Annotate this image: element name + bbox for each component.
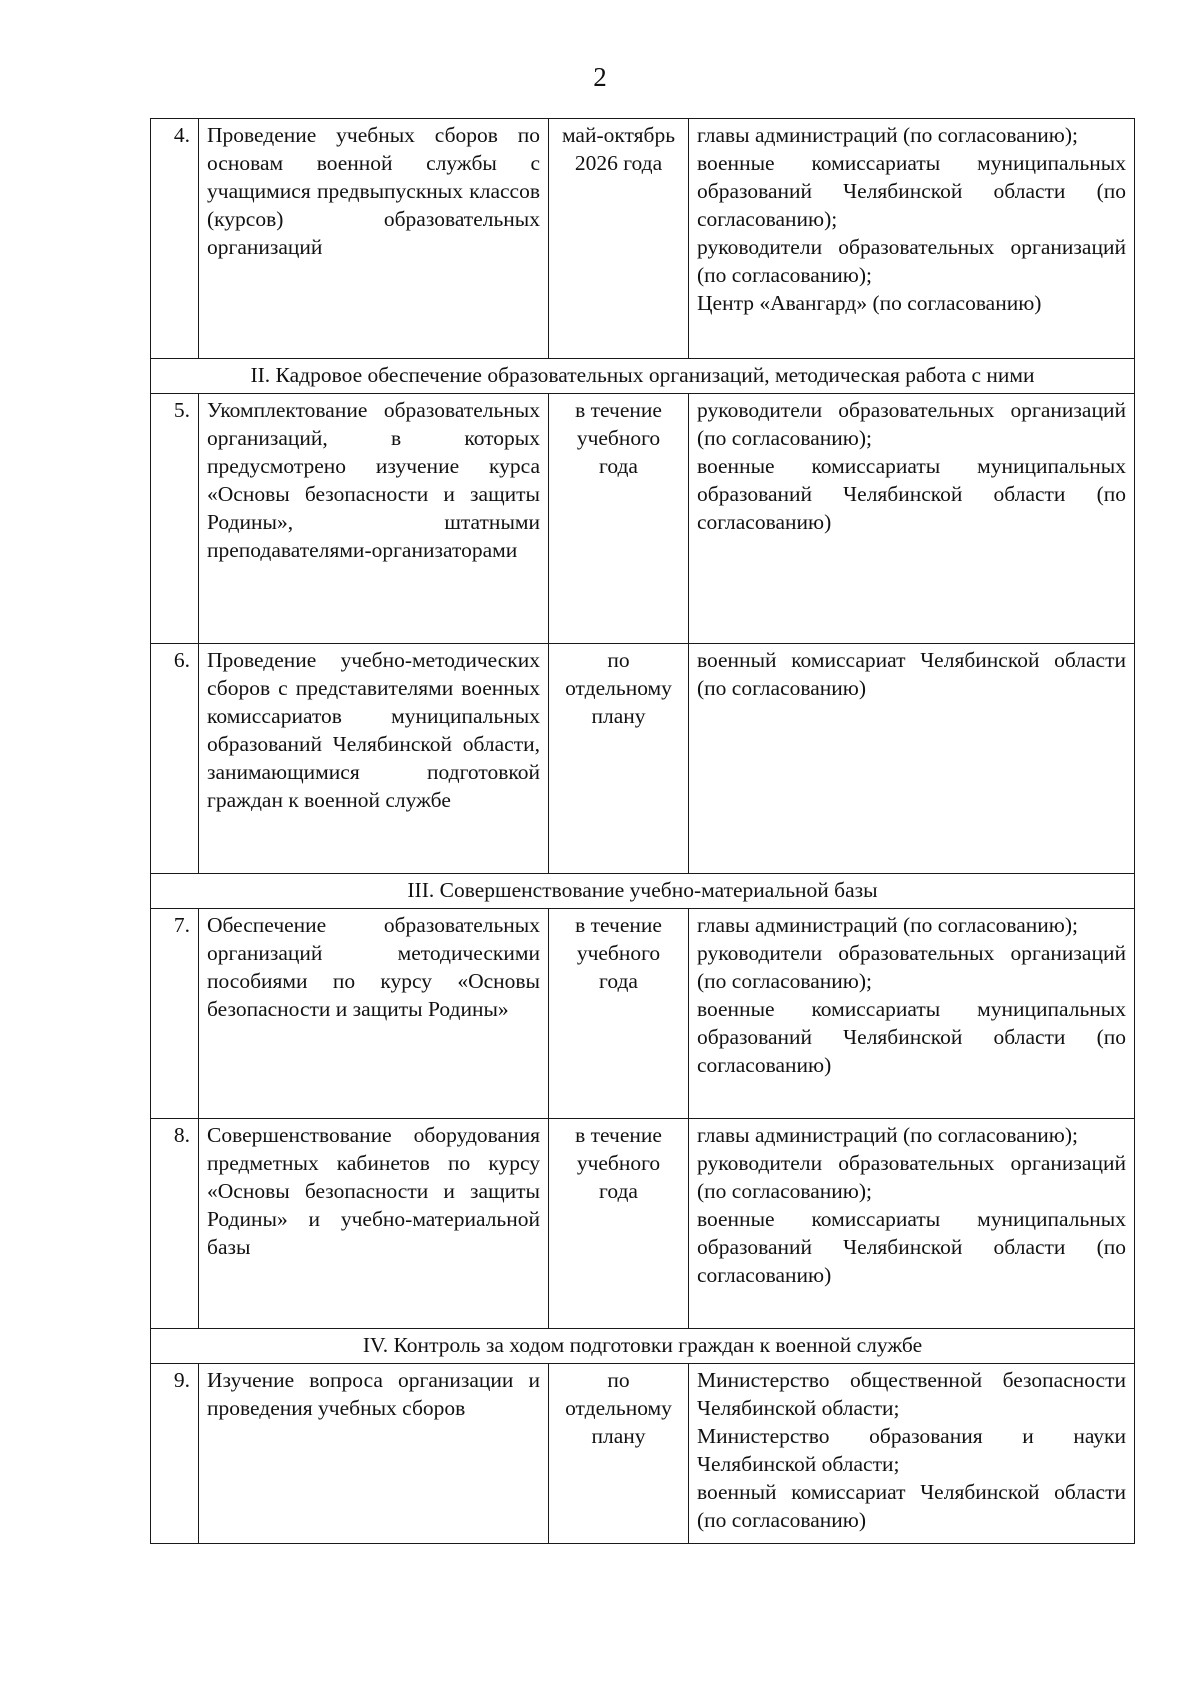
- responsible-line: военные комиссариаты муниципальных образований Челябинской области (по согласованию): [697, 454, 1126, 534]
- responsible-line: Центр «Авангард» (по согласованию): [697, 291, 1042, 315]
- page-number: 2: [593, 62, 607, 92]
- row-number: 9.: [151, 1364, 199, 1544]
- row-number: 7.: [151, 909, 199, 1119]
- responsible-line: военные комиссариаты муниципальных образований Челябинской области (по согласованию): [697, 1207, 1126, 1287]
- measure-description: Изучение вопроса организации и проведения учебных сборов: [199, 1364, 549, 1544]
- responsible-line: военные комиссариаты муниципальных образований Челябинской области (по согласованию): [697, 997, 1126, 1077]
- row-number: 6.: [151, 644, 199, 874]
- section-row: [151, 874, 1135, 909]
- measure-term: по отдельному плану: [549, 644, 689, 874]
- measure-responsible: [689, 909, 1135, 1119]
- measure-term: по отдельному плану: [549, 1364, 689, 1544]
- responsible-line: Министерство образования и науки Челябинской области;: [697, 1424, 1126, 1476]
- responsible-line: главы администраций (по согласованию);: [697, 1123, 1078, 1147]
- section-row: [151, 359, 1135, 394]
- measures-table: [150, 118, 1135, 1544]
- row-number: 5.: [151, 394, 199, 644]
- row-number: 4.: [151, 119, 199, 359]
- measure-responsible: [689, 119, 1135, 359]
- responsible-line: Министерство общественной безопасности Челябинской области;: [697, 1368, 1126, 1420]
- measure-description: Укомплектование образовательных организаций, в которых предусмотрено изучение курса «Основы безопасности и защиты Родины», штатными преподавателями-организаторами: [199, 394, 549, 644]
- measure-responsible: [689, 1119, 1135, 1329]
- table-row: [151, 119, 1135, 359]
- responsible-line: военный комиссариат Челябинской области (по согласованию): [697, 1480, 1126, 1532]
- measure-description: Совершенствование оборудования предметных кабинетов по курсу «Основы безопасности и защиты Родины» и учебно-материальной базы: [199, 1119, 549, 1329]
- table-row: [151, 394, 1135, 644]
- measure-term: в течение учебного года: [549, 1119, 689, 1329]
- responsible-line: руководители образовательных организаций (по согласованию);: [697, 398, 1126, 450]
- section-heading: IV. Контроль за ходом подготовки граждан к военной службе: [151, 1329, 1135, 1364]
- table-row: [151, 909, 1135, 1119]
- responsible-line: главы администраций (по согласованию);: [697, 913, 1078, 937]
- responsible-line: главы администраций (по согласованию);: [697, 123, 1078, 147]
- measure-responsible: [689, 394, 1135, 644]
- measure-term: май-октябрь 2026 года: [549, 119, 689, 359]
- row-number: 8.: [151, 1119, 199, 1329]
- section-heading: III. Совершенствование учебно-материальной базы: [151, 874, 1135, 909]
- responsible-line: военный комиссариат Челябинской области (по согласованию): [697, 648, 1126, 700]
- responsible-line: руководители образовательных организаций (по согласованию);: [697, 941, 1126, 993]
- measure-description: Обеспечение образовательных организаций методическими пособиями по курсу «Основы безопасности и защиты Родины»: [199, 909, 549, 1119]
- table-row: [151, 1364, 1135, 1544]
- measure-term: в течение учебного года: [549, 909, 689, 1119]
- measure-responsible: [689, 644, 1135, 874]
- section-row: [151, 1329, 1135, 1364]
- measure-description: Проведение учебно-методических сборов с представителями военных комиссариатов муниципальных образований Челябинской области, занимающимися подготовкой граждан к военной службе: [199, 644, 549, 874]
- section-heading: II. Кадровое обеспечение образовательных организаций, методическая работа с ними: [151, 359, 1135, 394]
- responsible-line: руководители образовательных организаций (по согласованию);: [697, 235, 1126, 287]
- measure-responsible: [689, 1364, 1135, 1544]
- responsible-line: военные комиссариаты муниципальных образований Челябинской области (по согласованию);: [697, 151, 1126, 231]
- measure-description: Проведение учебных сборов по основам военной службы с учащимися предвыпускных классов (курсов) образовательных организаций: [199, 119, 549, 359]
- measure-term: в течение учебного года: [549, 394, 689, 644]
- table-row: [151, 1119, 1135, 1329]
- table-row: [151, 644, 1135, 874]
- responsible-line: руководители образовательных организаций (по согласованию);: [697, 1151, 1126, 1203]
